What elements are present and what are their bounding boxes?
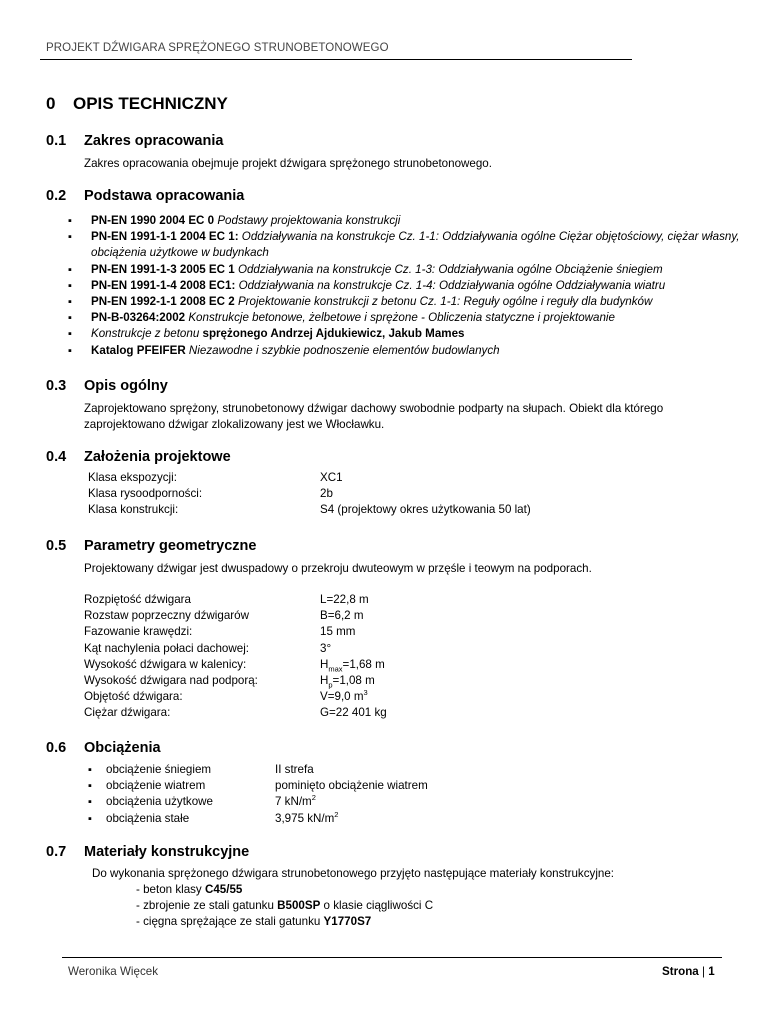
value-part: 7 kN/m: [275, 795, 312, 809]
section-number: 0.1: [46, 133, 67, 149]
value-part: H: [320, 674, 329, 688]
section-heading-0-7: [46, 844, 249, 860]
section-title: Materiały konstrukcyjne: [84, 844, 250, 860]
reference-item: [68, 229, 748, 261]
section-heading-0-1: [46, 133, 223, 149]
value-part: V=9,0 m: [320, 690, 364, 704]
section-title: Opis ogólny: [84, 378, 168, 394]
footer-rule: [62, 957, 722, 958]
running-header: PROJEKT DŹWIGARA SPRĘŻONEGO STRUNOBETONOWEGO: [46, 42, 389, 54]
section-heading-0-5: [46, 538, 256, 554]
geometry-label: Wysokość dźwigara nad podporą:: [84, 674, 258, 688]
load-label: ▪ obciążenie śniegiem: [106, 763, 212, 776]
value-subscript: max: [328, 664, 343, 674]
page-number: 1: [708, 965, 715, 978]
geometry-label: Kąt nachylenia połaci dachowej:: [84, 641, 249, 655]
section-number: 0.6: [46, 740, 67, 756]
value-superscript: 3: [363, 688, 368, 698]
design-assumptions-table: [88, 470, 531, 519]
reference-title: Konstrukcje betonowe, żelbetowe i sprężone - Obliczenia statyczne i projektowanie: [188, 311, 615, 325]
references-list: [68, 213, 748, 359]
assumption-label: Klasa rysoodporności:: [88, 487, 203, 501]
section-title: Założenia projektowe: [84, 449, 231, 465]
reference-authors: sprężonego Andrzej Ajdukiewicz, Jakub Mames: [202, 327, 465, 341]
section-number: 0.5: [46, 538, 67, 554]
material-text: - beton klasy: [136, 883, 205, 896]
section-number: 0.3: [46, 378, 67, 394]
geometry-value: G=22 401 kg: [320, 706, 387, 720]
section-0-7-intro: Do wykonania sprężonego dźwigara strunobetonowego przyjęto następujące materiały konstrukcyjne:: [92, 867, 615, 880]
reference-code: PN-EN 1991-1-4 2008 EC1:: [91, 278, 239, 292]
load-label: ▪ obciążenia stałe: [106, 811, 190, 825]
assumption-row: [88, 470, 531, 486]
section-title: Zakres opracowania: [84, 133, 224, 149]
load-label: ▪ obciążenie wiatrem: [106, 779, 206, 793]
geometry-value: 15 mm: [320, 625, 356, 639]
assumption-value: S4 (projektowy okres użytkowania 50 lat): [320, 503, 531, 517]
value-part: H: [320, 657, 329, 671]
section-heading-0-6: [46, 740, 161, 756]
reference-code: PN-EN 1992-1-1 2008 EC 2: [91, 295, 238, 309]
section-title: Podstawa opracowania: [84, 188, 245, 204]
assumption-value: 2b: [320, 487, 333, 501]
geometry-row: [84, 689, 387, 705]
assumption-label: Klasa konstrukcji:: [88, 503, 179, 517]
reference-title: Oddziaływania na konstrukcje Cz. 1-4: Oddziaływania ogólne Oddziaływania wiatru: [238, 278, 666, 292]
reference-item: [68, 310, 748, 326]
assumption-row: [88, 486, 531, 502]
geometry-label: Ciężar dźwigara:: [84, 706, 171, 720]
geometry-row: [84, 705, 387, 721]
loads-list: [88, 762, 428, 827]
section-heading-0-3: [46, 378, 168, 394]
load-value: [275, 811, 338, 827]
page-separator: |: [698, 965, 709, 978]
assumption-row: [88, 502, 531, 518]
reference-item: [68, 262, 748, 278]
geometry-value: 3°: [320, 641, 332, 655]
chapter-title: OPIS TECHNICZNY: [73, 94, 228, 113]
geometry-table: [84, 592, 387, 722]
section-heading-0-2: [46, 188, 244, 204]
material-text: o klasie ciągliwości C: [320, 899, 434, 913]
materials-list: [136, 882, 433, 931]
load-item: [88, 811, 428, 827]
reference-title: Oddziaływania na konstrukcje Cz. 1-3: Oddziaływania ogólne Obciążenie śniegiem: [237, 262, 663, 276]
load-value: pominięto obciążenie wiatrem: [275, 779, 428, 793]
reference-title: Niezawodne i szybkie podnoszenie elementów budowlanych: [188, 343, 500, 357]
load-item: [88, 778, 428, 794]
reference-code: Katalog PFEIFER: [91, 343, 189, 357]
section-number: 0.2: [46, 188, 67, 204]
reference-code: PN-EN 1991-1-3 2005 EC 1: [91, 262, 238, 276]
assumption-label: Klasa ekspozycji:: [88, 471, 177, 484]
geometry-value: [320, 689, 368, 705]
load-value: [275, 794, 316, 810]
geometry-row: [84, 641, 387, 657]
material-item: [136, 898, 433, 914]
reference-code: PN-B-03264:2002: [91, 311, 189, 325]
header-rule: [40, 59, 632, 60]
value-superscript: 2: [334, 809, 339, 819]
section-0-1-text: Zakres opracowania obejmuje projekt dźwigara sprężonego strunobetonowego.: [84, 157, 492, 170]
chapter-number: 0: [46, 94, 56, 113]
reference-title: Projektowanie konstrukcji z betonu Cz. 1-1: Reguły ogólne i reguły dla budynków: [237, 295, 653, 309]
footer-page: [662, 965, 715, 978]
material-grade: B500SP: [277, 899, 321, 913]
value-subscript: p: [328, 680, 333, 690]
value-superscript: 2: [311, 793, 316, 803]
assumption-value: XC1: [320, 471, 343, 484]
geometry-row: [84, 592, 387, 608]
footer-author: Weronika Więcek: [68, 965, 158, 978]
reference-title: Podstawy projektowania konstrukcji: [217, 214, 401, 227]
reference-code: PN-EN 1990 2004 EC 0: [91, 214, 218, 227]
material-grade: C45/55: [204, 883, 243, 896]
reference-item: [68, 278, 748, 294]
reference-item: [68, 294, 748, 310]
geometry-label: Objętość dźwigara:: [84, 690, 183, 704]
section-number: 0.4: [46, 449, 67, 465]
value-part: =1,08 m: [332, 674, 375, 688]
geometry-row: [84, 608, 387, 624]
section-title: Obciążenia: [84, 740, 161, 756]
value-part: 3,975 kN/m: [275, 811, 335, 825]
geometry-row: [84, 673, 387, 689]
reference-item: [68, 343, 748, 359]
geometry-value: [320, 673, 375, 689]
geometry-row: [84, 657, 387, 673]
section-title: Parametry geometryczne: [84, 538, 257, 554]
geometry-label: Rozpiętość dźwigara: [84, 593, 191, 606]
reference-code: PN-EN 1991-1-1 2004 EC 1:: [91, 230, 242, 244]
material-text: - zbrojenie ze stali gatunku: [136, 899, 278, 913]
reference-item: [68, 326, 748, 342]
material-item: [136, 914, 433, 930]
material-grade: Y1770S7: [323, 915, 372, 929]
load-label: ▪ obciążenia użytkowe: [106, 795, 213, 809]
section-0-5-text: Projektowany dźwigar jest dwuspadowy o przekroju dwuteowym w przęśle i teowym na podporach.: [84, 562, 592, 575]
load-item: [88, 794, 428, 810]
geometry-label: Wysokość dźwigara w kalenicy:: [84, 657, 247, 671]
section-heading-0-4: [46, 449, 231, 465]
geometry-row: [84, 624, 387, 640]
section-number: 0.7: [46, 844, 67, 860]
geometry-label: Rozstaw poprzeczny dźwigarów: [84, 609, 249, 623]
geometry-value: B=6,2 m: [320, 609, 364, 623]
value-part: =1,68 m: [342, 657, 385, 671]
material-item: [136, 882, 433, 898]
load-item: [88, 762, 428, 778]
material-text: - cięgna sprężające ze stali gatunku: [136, 915, 324, 929]
chapter-heading: [46, 94, 228, 114]
reference-title: Oddziaływania na konstrukcje Cz. 1-1: Oddziaływania ogólne Ciężar objętościowy, ciężar własny, obciążenia użytkowe w budynkach: [91, 230, 740, 260]
section-0-3-text: Zaprojektowano sprężony, strunobetonowy dźwigar dachowy swobodnie podparty na słupach. Obiekt dla którego zaprojektowano dźwigar zlokalizowany jest we Włocławku.: [84, 402, 664, 432]
load-value: II strefa: [275, 763, 314, 776]
geometry-value: [320, 657, 385, 673]
page-label: Strona: [662, 965, 699, 978]
reference-title: Konstrukcje z betonu: [91, 327, 203, 341]
geometry-value: L=22,8 m: [320, 593, 369, 606]
reference-item: [68, 213, 748, 229]
geometry-label: Fazowanie krawędzi:: [84, 625, 193, 639]
